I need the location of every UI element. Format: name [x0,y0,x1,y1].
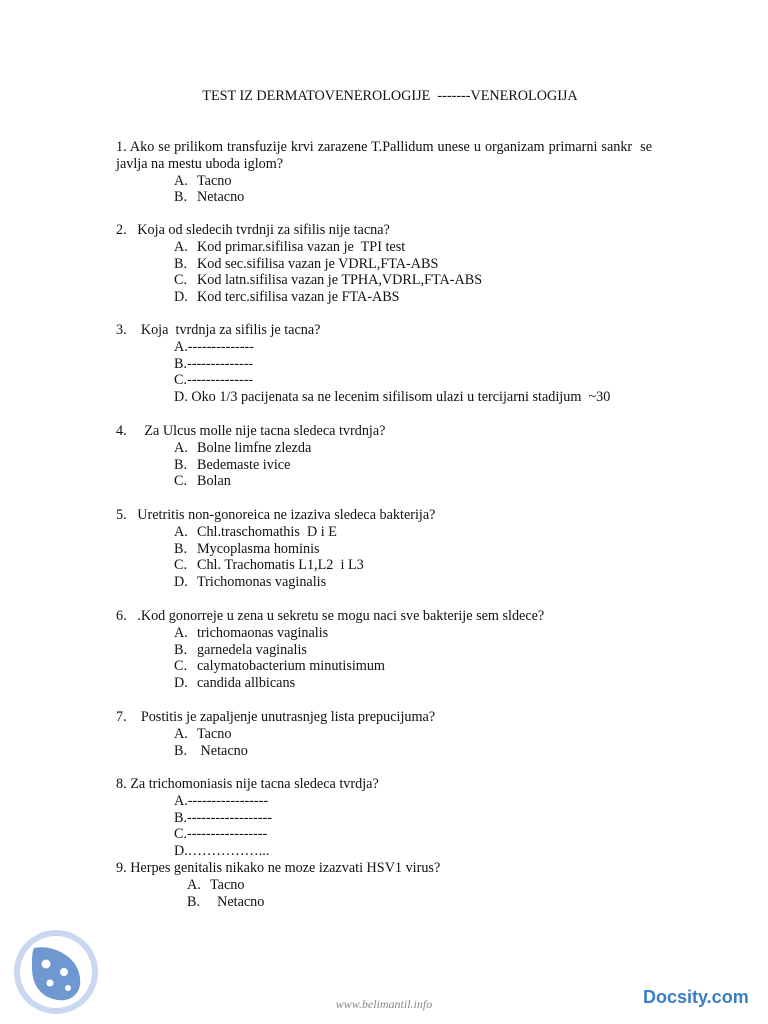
answer-option: B.------------------ [174,809,273,826]
answer-option: A.----------------- [174,792,269,809]
answer-option: C.----------------- [174,826,268,843]
page-title: TEST IZ DERMATOVENEROLOGIJE -------VENEROLOGIJA [202,88,578,104]
question-stem: 3. Koja tvrdnja za sifilis je tacna? [116,322,321,338]
docsity-brand-link[interactable]: Docsity.com [643,987,749,1007]
answer-option: B. garnedela vaginalis [174,641,307,658]
question-stem: 8. Za trichomoniasis nije tacna sledeca tvrdja? [116,776,379,792]
answer-option: A. Tacno [174,172,232,189]
question-stem: 7. Postitis je zapaljenje unutrasnjeg lista prepucijuma? [116,709,436,725]
footer-url[interactable]: www.belimantil.info [335,997,433,1011]
answer-option: B. Netacno [174,742,248,759]
question-9 [116,860,652,910]
question-stem: 4. Za Ulcus molle nije tacna sledeca tvrdnja? [116,423,386,439]
answer-option: B. Kod sec.sifilisa vazan je VDRL,FTA-ABS [174,255,439,272]
question-stem: 5. Uretritis non-gonoreica ne izaziva sledeca bakterija? [116,507,436,523]
question-4 [116,423,652,490]
answer-option: C. Chl. Trachomatis L1,L2 i L3 [174,557,364,574]
question-stem: 2. Koja od sledecih tvrdnji za sifilis nije tacna? [116,222,390,238]
question-stem: 1. Ako se prilikom transfuzije krvi zarazene T.Pallidum unese u organizam primarni sankr se javlja na mestu uboda iglom? [116,139,656,172]
answer-option: A. Chl.traschomathis D i E [174,523,337,540]
answer-option: C. Bolan [174,473,231,490]
answer-option: D. Kod terc.sifilisa vazan je FTA-ABS [174,289,400,306]
question-2 [116,222,652,306]
question-8 [116,776,652,860]
question-6 [116,608,652,692]
answer-option: B. Bedemaste ivice [174,456,291,473]
answer-option: C. calymatobacterium minutisimum [174,658,385,675]
answer-option: A. Tacno [187,876,245,893]
answer-option: C.-------------- [174,372,254,389]
answer-option: A.-------------- [174,338,254,355]
question-stem: 6. .Kod gonorreje u zena u sekretu se mogu naci sve bakterije sem sldece? [116,608,545,624]
answer-option: A. trichomaonas vaginalis [174,624,329,641]
question-3 [116,322,652,406]
question-7 [116,709,652,759]
question-stem: 9. Herpes genitalis nikako ne moze izazvati HSV1 virus? [116,860,441,876]
answer-option: A. Kod primar.sifilisa vazan je TPI test [174,238,406,255]
answer-option: D. candida allbicans [174,675,296,692]
answer-option: A. Tacno [174,725,232,742]
answer-option: D. Trichomonas vaginalis [174,574,327,591]
answer-option: C. Kod latn.sifilisa vazan je TPHA,VDRL,FTA-ABS [174,272,483,289]
answer-option: D. Oko 1/3 pacijenata sa ne lecenim sifilisom ulazi u tercijarni stadijum ~30 [174,389,611,406]
answer-option: B.-------------- [174,355,254,372]
question-5 [116,507,652,591]
answer-option: B. Netacno [174,189,245,206]
answer-option: D.……………... [174,843,270,860]
answer-option: B. Netacno [187,893,265,910]
answer-option: B. Mycoplasma hominis [174,540,320,557]
question-1 [116,139,656,206]
answer-option: A. Bolne limfne zlezda [174,439,312,456]
